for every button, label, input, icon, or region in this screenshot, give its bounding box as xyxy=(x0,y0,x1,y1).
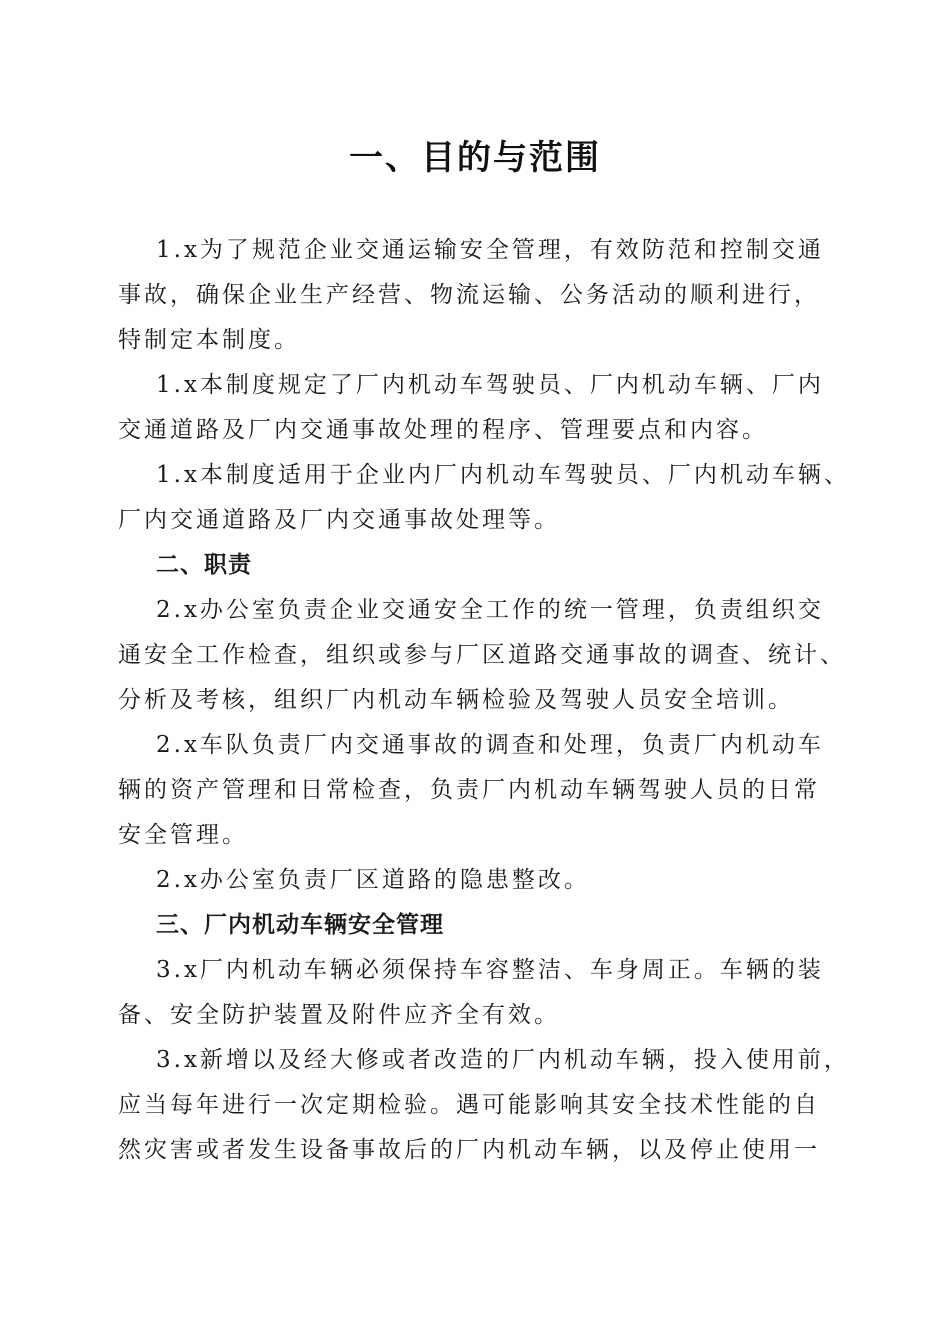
text-line: 辆的资产管理和日常检查，负责厂内机动车辆驾驶人员的日常 xyxy=(118,777,820,803)
text-line: 特制定本制度。 xyxy=(118,327,300,353)
text-line: 事故，确保企业生产经营、物流运输、公务活动的顺利进行， xyxy=(118,282,820,308)
section-heading: 二、职责 xyxy=(156,552,252,578)
text-line: 厂内交通道路及厂内交通事故处理等。 xyxy=(118,507,560,533)
text-line: 2.x车队负责厂内交通事故的调查和处理，负责厂内机动车 xyxy=(156,732,824,758)
text-line: 分析及考核，组织厂内机动车辆检验及驾驶人员安全培训。 xyxy=(118,687,794,713)
text-line: 3.x新增以及经大修或者改造的厂内机动车辆，投入使用前， xyxy=(156,1047,850,1073)
text-line: 交通道路及厂内交通事故处理的程序、管理要点和内容。 xyxy=(118,417,768,443)
text-line: 备、安全防护装置及附件应齐全有效。 xyxy=(118,1002,560,1028)
page-title: 一、目的与范围 xyxy=(349,138,601,178)
text-line: 安全管理。 xyxy=(118,822,248,848)
text-line: 2.x办公室负责企业交通安全工作的统一管理，负责组织交 xyxy=(156,597,824,623)
text-line: 3.x厂内机动车辆必须保持车容整洁、车身周正。车辆的装 xyxy=(156,957,824,983)
text-line: 1.x本制度适用于企业内厂内机动车驾驶员、厂内机动车辆、 xyxy=(156,462,850,488)
text-line: 应当每年进行一次定期检验。遇可能影响其安全技术性能的自 xyxy=(118,1092,820,1118)
text-line: 1.x本制度规定了厂内机动车驾驶员、厂内机动车辆、厂内 xyxy=(156,372,824,398)
text-line: 1.x为了规范企业交通运输安全管理，有效防范和控制交通 xyxy=(156,237,824,263)
section-heading: 三、厂内机动车辆安全管理 xyxy=(156,912,444,938)
document-body xyxy=(118,228,850,1173)
text-line: 然灾害或者发生设备事故后的厂内机动车辆，以及停止使用一 xyxy=(118,1137,820,1163)
text-line: 通安全工作检查，组织或参与厂区道路交通事故的调查、统计、 xyxy=(118,642,846,668)
text-line: 2.x办公室负责厂区道路的隐患整改。 xyxy=(156,867,590,893)
